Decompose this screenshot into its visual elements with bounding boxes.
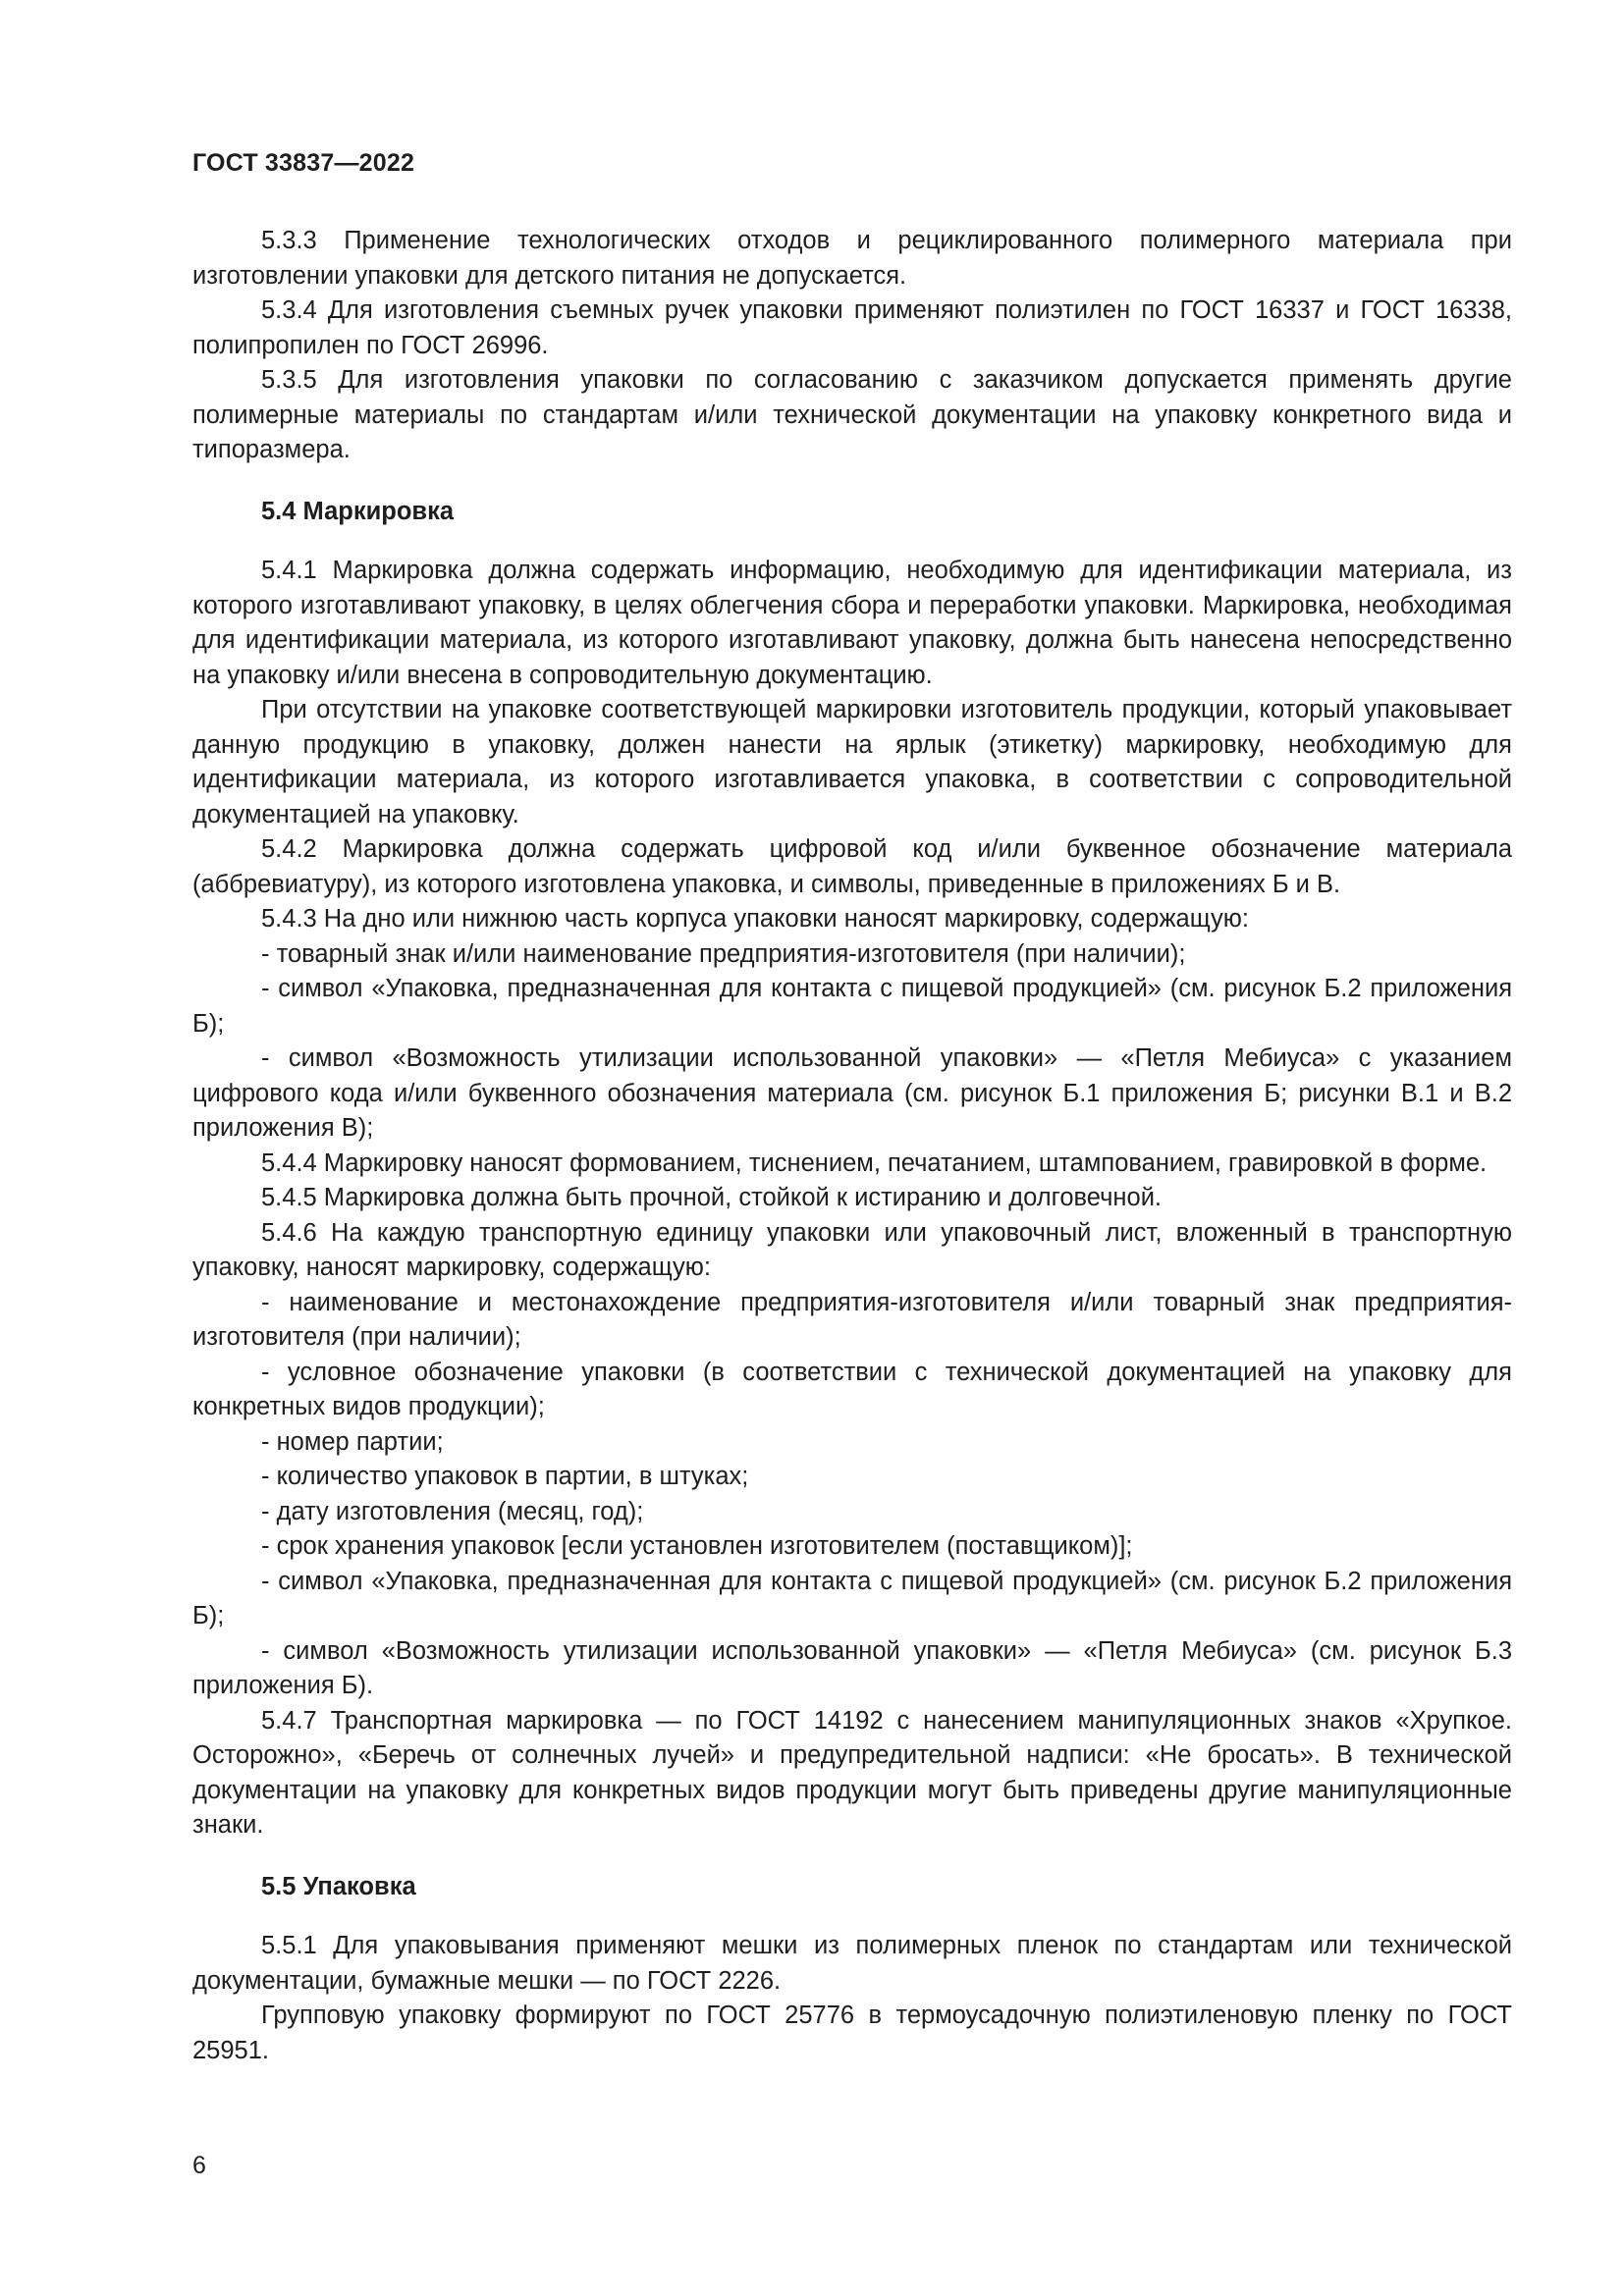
paragraph-5-4-7: 5.4.7 Транспортная маркировка — по ГОСТ 14192 с нанесением манипуляционных знаков «Хрупкое. Осторожно», «Беречь от солнечных лучей» и предупредительной надписи: «Не бросать». В технической документации на упаковку для конкретных видов продукции могут быть приведены другие манипуляционные знаки. <box>192 1706 1512 1839</box>
list-item: - символ «Возможность утилизации использованной упаковки» — «Петля Мебиуса» (см. рисунок Б.3 приложения Б). <box>192 1636 1512 1699</box>
document-body <box>192 224 1512 2068</box>
list-item: - символ «Возможность утилизации использованной упаковки» — «Петля Мебиуса» с указанием цифрового кода и/или буквенного обозначения материала (см. рисунок Б.1 приложения Б; рисунки В.1 и В.2 приложения В); <box>192 1044 1512 1142</box>
paragraph-5-4-1: 5.4.1 Маркировка должна содержать информацию, необходимую для идентификации материала, из которого изготавливают упаковку, в целях облегчения сбора и переработки упаковки. Маркировка, необходимая для идентификации материала, из которого изготавливают упаковку, должна быть нанесена непосредственно на упаковку и/или внесена в сопроводительную документацию. <box>192 557 1512 689</box>
paragraph-5-4-2: 5.4.2 Маркировка должна содержать цифровой код и/или буквенное обозначение материала (аббревиатуру), из которого изготовлена упаковка, и символы, приведенные в приложениях Б и В. <box>192 835 1512 898</box>
paragraph-5-5-1: 5.5.1 Для упаковывания применяют мешки из полимерных пленок по стандартам или технической документации, бумажные мешки — по ГОСТ 2226. <box>192 1932 1512 1995</box>
list-item: - номер партии; <box>261 1427 444 1456</box>
paragraph-group-packaging: Групповую упаковку формируют по ГОСТ 25776 в термоусадочную полиэтиленовую пленку по ГОСТ 25951. <box>192 2002 1512 2064</box>
list-item: - количество упаковок в партии, в штуках; <box>261 1463 749 1490</box>
paragraph-5-4-6: 5.4.6 На каждую транспортную единицу упаковки или упаковочный лист, вложенный в транспортную упаковку, наносят маркировку, содержащую: <box>192 1218 1512 1281</box>
paragraph-5-4-4: 5.4.4 Маркировку наносят формованием, тиснением, печатанием, штампованием, гравировкой в форме. <box>261 1148 1488 1177</box>
list-item: - наименование и местонахождение предприятия-изготовителя и/или товарный знак предприятия-изготовителя (при наличии); <box>192 1288 1512 1351</box>
list-item: - символ «Упаковка, предназначенная для контакта с пищевой продукцией» (см. рисунок Б.2 приложения Б); <box>192 1567 1512 1629</box>
section-heading-marking: 5.4 Маркировка <box>261 497 455 525</box>
list-item: - товарный знак и/или наименование предприятия-изготовителя (при наличии); <box>261 939 1186 968</box>
paragraph-5-4-3: 5.4.3 На дно или нижнюю часть корпуса упаковки наносят маркировку, содержащую: <box>261 905 1249 933</box>
paragraph-5-4-5: 5.4.5 Маркировка должна быть прочной, стойкой к истиранию и долговечной. <box>261 1184 1163 1211</box>
list-item: - срок хранения упаковок [если установлен изготовителем (поставщиком)]; <box>261 1532 1133 1560</box>
paragraph-5-3-5: 5.3.5 Для изготовления упаковки по согласованию с заказчиком допускается применять другие полимерные материалы по стандартам и/или технической документации на упаковку конкретного вида и типоразмера. <box>192 366 1512 463</box>
list-item: - символ «Упаковка, предназначенная для контакта с пищевой продукцией» (см. рисунок Б.2 приложения Б); <box>192 975 1512 1038</box>
paragraph-5-3-3: 5.3.3 Применение технологических отходов и рециклированного полимерного материала при изготовлении упаковки для детского питания не допускается. <box>192 227 1512 290</box>
paragraph-5-3-4: 5.3.4 Для изготовления съемных ручек упаковки применяют полиэтилен по ГОСТ 16337 и ГОСТ 16338, полипропилен по ГОСТ 26996. <box>192 296 1512 359</box>
page-number: 6 <box>192 2152 206 2179</box>
list-item: - дату изготовления (месяц, год); <box>261 1497 644 1525</box>
list-item: - условное обозначение упаковки (в соответствии с технической документацией на упаковку для конкретных видов продукции); <box>192 1358 1512 1420</box>
section-heading-packaging: 5.5 Упаковка <box>261 1872 416 1900</box>
paragraph-no-marking: При отсутствии на упаковке соответствующей маркировки изготовитель продукции, который упаковывает данную продукцию в упаковку, должен нанести на ярлык (этикетку) маркировку, необходимую для идентификации материала, из которого изготавливается упаковка, в соответствии с сопроводительной документацией на упаковку. <box>192 696 1512 828</box>
document-header: ГОСТ 33837—2022 <box>192 149 415 177</box>
